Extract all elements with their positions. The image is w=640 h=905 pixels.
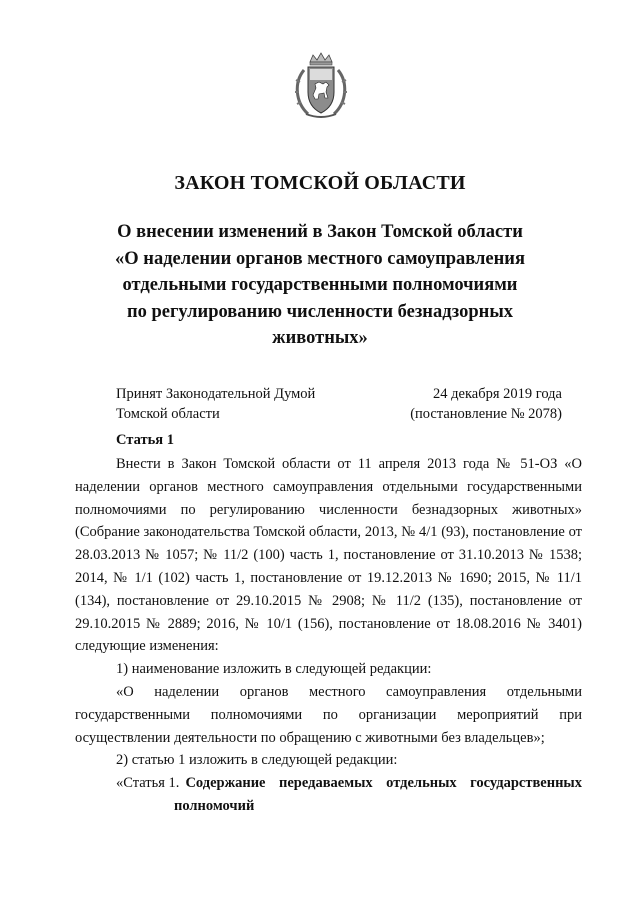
quoted-article-title: Содержание передаваемых отдельных государственных [185,775,582,792]
subject-line: О внесении изменений в Закон Томской области [117,222,523,242]
body-paragraph: Внести в Закон Томской области от 11 апреля 2013 года № 51-ОЗ «О наделении органов местного самоуправления отдельными государственными полномочиями по регулированию численности безнадзорных животных» (Собрание законодательства Томской области, 2013, № 4/1 (93), постановление от 28.03.2013 № 1057; № 11/2 (100) часть 1, постановление от 31.10.2013 № 1538; 2014, № 1/1 (102) часть 1, постановление от 19.12.2013 № 1690; 2015, № 11/1 (134), постановление от 29.10.2015 № 2908; № 11/2 (135), постановление от 29.10.2015 № 2889; 2016, № 10/1 (156), постановление от 18.08.2016 № 3401) следующие изменения: [75,456,582,655]
body-paragraph: 2) статью 1 изложить в следующей редакции: [116,752,398,769]
subject-line: животных» [272,328,368,348]
article-body [75,453,582,818]
law-subject [60,219,580,352]
body-paragraph: 1) наименование изложить в следующей редакции: [116,661,432,678]
subject-line: «О наделении органов местного самоуправления [115,248,525,269]
quoted-article-heading [75,772,582,795]
quoted-article-label: «Статья 1. [116,775,180,792]
adopted-by-line: Томской области [116,406,220,422]
subject-line: по регулированию численности безнадзорных [126,301,514,322]
article-heading: Статья 1 [116,432,174,448]
quoted-article-title-continued: полномочий [174,797,255,814]
coat-of-arms-icon [292,52,350,120]
subject-line: отдельными государственными полномочиями [122,275,518,295]
adopted-date-line: 24 декабря 2019 года [433,386,562,402]
adopted-by-line: Принят Законодательной Думой [116,386,316,402]
coat-of-arms-emblem [292,52,350,120]
resolution-number-line: (постановление № 2078) [410,406,562,422]
adopted-by-block [116,384,315,424]
law-title: ЗАКОН ТОМСКОЙ ОБЛАСТИ [174,172,466,194]
body-paragraph: «О наделении органов местного самоуправления отдельными государственными полномочиями по организации мероприятий при осуществлении деятельности по обращению с животными без владельцев»; [75,683,582,746]
adopted-date-block [410,384,562,424]
